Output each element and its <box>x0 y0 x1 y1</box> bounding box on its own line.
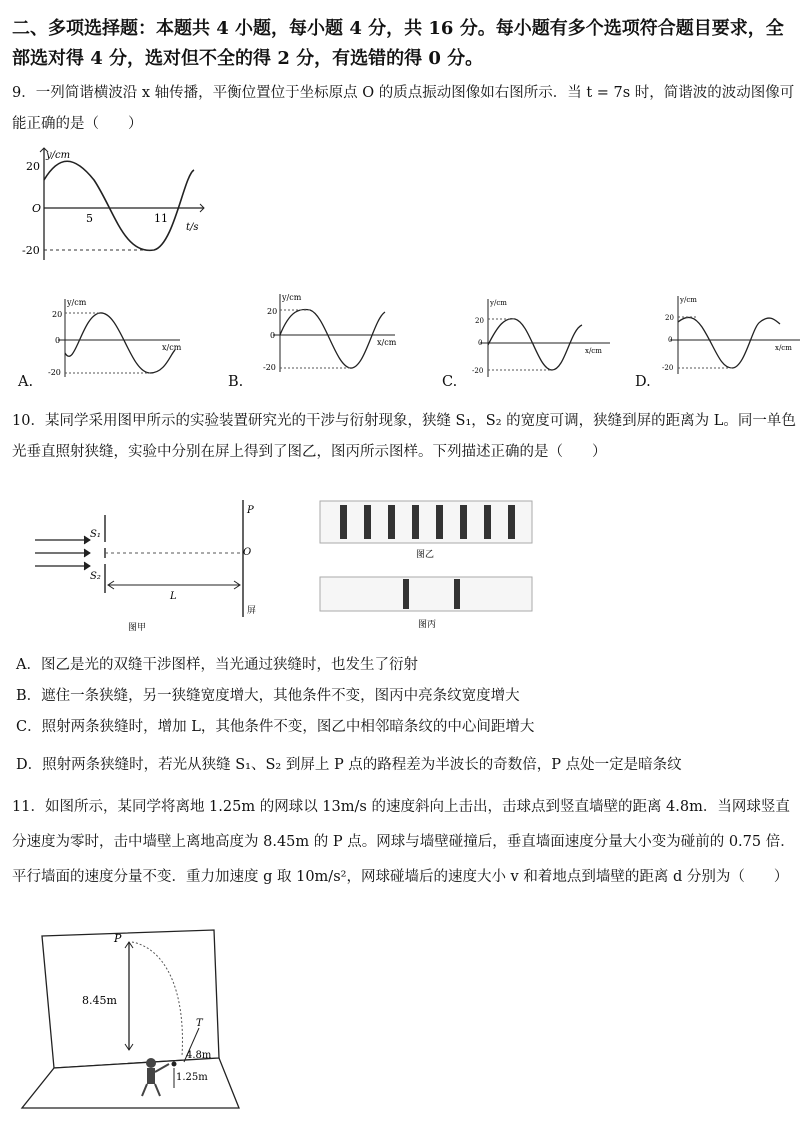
svg-text:屏: 屏 <box>247 606 257 616</box>
option-d-label[interactable]: D. <box>635 374 651 390</box>
vibration-curve <box>44 161 194 250</box>
svg-text:20: 20 <box>665 314 674 322</box>
question-9-text: 9．一列简谐横波沿 x 轴传播，平衡位置位于坐标原点 O 的质点振动图像如右图所示．当 t = 7s 时，简谐波的波动图像可能正确的是（ ） <box>12 85 795 132</box>
svg-text:图甲: 图甲 <box>128 623 147 633</box>
svg-text:0: 0 <box>478 339 483 347</box>
origin: O <box>32 202 42 215</box>
svg-text:0: 0 <box>55 336 61 345</box>
tick-11: 11 <box>154 212 168 225</box>
svg-text:y/cm: y/cm <box>490 299 507 307</box>
question-10-text: 10．某同学采用图甲所示的实验装置研究光的干涉与衍射现象，狭缝 S₁，S₂ 的宽度可调，狭缝到屏的距离为 L。同一单色光垂直照射狭缝，实验中分别在屏上得到了图乙，图丙所示图样。下列描述正确的是（ ） <box>12 413 796 460</box>
svg-text:y/cm: y/cm <box>680 296 697 304</box>
svg-text:y/cm: y/cm <box>282 293 302 302</box>
svg-text:-20: -20 <box>48 368 61 377</box>
section-heading: 二、多项选择题：本题共 4 小题，每小题 4 分，共 16 分。每小题有多个选项符合题目要求，全部选对得 4 分，选对但不全的得 2 分，有选错的得 0 分。 <box>12 18 784 69</box>
svg-text:8.45m: 8.45m <box>82 994 117 1007</box>
graph-xlabel: t/s <box>186 222 199 233</box>
svg-text:图丙: 图丙 <box>418 620 437 630</box>
q10-fig-jia <box>30 495 280 635</box>
option-d-graph[interactable] <box>660 292 805 377</box>
tick-neg20: -20 <box>22 244 40 257</box>
svg-text:S₁: S₁ <box>90 529 101 540</box>
svg-text:P: P <box>247 505 254 516</box>
svg-text:O: O <box>243 547 252 558</box>
svg-text:20: 20 <box>475 317 484 325</box>
svg-text:0: 0 <box>270 331 276 340</box>
svg-text:1.25m: 1.25m <box>176 1072 208 1083</box>
option-b-label[interactable]: B. <box>228 374 244 390</box>
svg-text:图乙: 图乙 <box>416 550 435 560</box>
q9-vibration-graph <box>14 140 214 265</box>
svg-text:0: 0 <box>668 336 673 344</box>
q10-option-a[interactable]: A．图乙是光的双缝干涉图样，当光通过狭缝时，也发生了衍射 <box>16 657 418 673</box>
svg-text:-20: -20 <box>472 367 484 375</box>
q11-figure <box>14 928 244 1113</box>
svg-text:y/cm: y/cm <box>67 298 87 307</box>
option-c-label[interactable]: C. <box>442 374 458 390</box>
svg-text:x/cm: x/cm <box>585 347 602 355</box>
svg-text:4.8m: 4.8m <box>186 1050 212 1061</box>
svg-text:P: P <box>114 932 122 945</box>
svg-text:-20: -20 <box>263 363 276 372</box>
svg-text:L: L <box>170 591 177 602</box>
q10-patterns <box>318 497 540 632</box>
svg-text:x/cm: x/cm <box>775 344 792 352</box>
graph-ylabel: y/cm <box>46 150 71 161</box>
svg-text:T: T <box>196 1018 203 1029</box>
q10-option-b[interactable]: B．遮住一条狭缝，另一狭缝宽度增大，其他条件不变，图丙中亮条纹宽度增大 <box>16 688 520 704</box>
svg-text:-20: -20 <box>662 364 674 372</box>
svg-text:x/cm: x/cm <box>377 338 397 347</box>
svg-text:20: 20 <box>267 307 278 316</box>
tick-20: 20 <box>26 160 40 173</box>
question-11-text: 11．如图所示，某同学将离地 1.25m 的网球以 13m/s 的速度斜向上击出，击球点到竖直墙壁的距离 4.8m．当网球竖直分速度为零时，击中墙壁上离地高度为 8.45m 的 P 点。网球与墙壁碰撞后，垂直墙面速度分量大小变为碰前的 0.75 倍．平行墙面的速度分量不变．重力加速度 g 取 10m/s²，网球碰墙后的速度大小 v 和着地点到墙壁的距离 d 分别为（ ） <box>12 799 795 885</box>
svg-text:x/cm: x/cm <box>162 343 182 352</box>
option-a-graph[interactable] <box>40 295 190 380</box>
svg-text:20: 20 <box>52 310 63 319</box>
q10-option-c[interactable]: C．照射两条狭缝时，增加 L，其他条件不变，图乙中相邻暗条纹的中心间距增大 <box>16 719 535 735</box>
option-a-label[interactable]: A. <box>18 374 34 390</box>
q10-option-d[interactable]: D．照射两条狭缝时，若光从狭缝 S₁、S₂ 到屏上 P 点的路程差为半波长的奇数倍，P 点处一定是暗条纹 <box>16 757 682 773</box>
option-c-graph[interactable] <box>470 295 620 380</box>
option-b-graph[interactable] <box>255 290 405 375</box>
tick-5: 5 <box>86 212 93 225</box>
svg-text:S₂: S₂ <box>90 571 101 582</box>
